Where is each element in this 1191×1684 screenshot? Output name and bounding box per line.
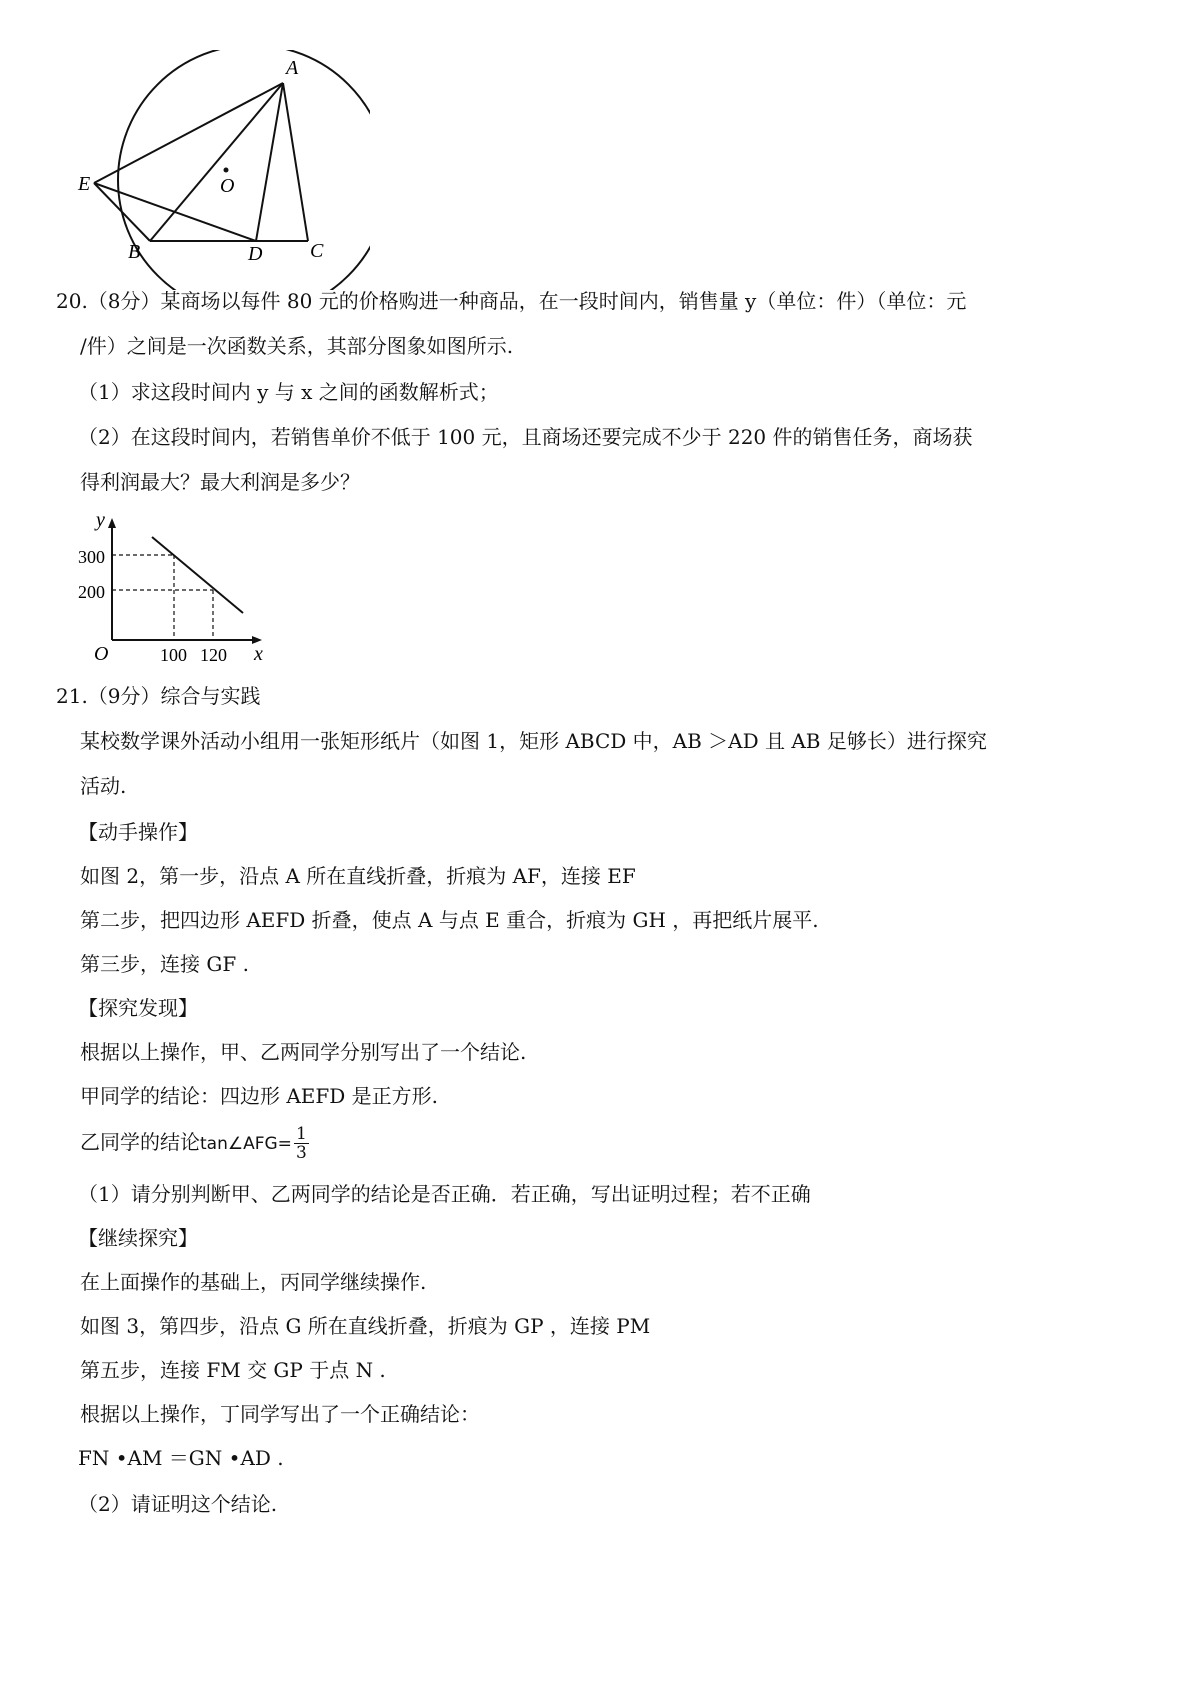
q21-ding-formula: FN •AM ＝GN •AD . <box>78 1446 284 1470</box>
label-o: O <box>220 175 235 197</box>
q21-step3: 第三步，连接 GF . <box>80 952 249 976</box>
origin-label: O <box>94 643 109 665</box>
q21-intro-line2: 活动. <box>80 774 127 798</box>
q21-continue-intro: 在上面操作的基础上，丙同学继续操作. <box>80 1270 427 1294</box>
circle-geometry-figure <box>70 50 370 290</box>
yi-fraction <box>294 1125 309 1162</box>
segment-ad <box>256 83 283 241</box>
x-axis-label: x <box>254 643 263 665</box>
q21-sub1: （1）请分别判断甲、乙两同学的结论是否正确．若正确，写出证明过程；若不正确 <box>78 1182 811 1206</box>
label-a: A <box>286 57 299 79</box>
q21-step1: 如图 2，第一步，沿点 A 所在直线折叠，折痕为 AF，连接 EF <box>80 864 636 888</box>
segment-ab <box>150 83 283 241</box>
x-tick-120: 120 <box>200 645 227 665</box>
segment-ae <box>94 83 283 183</box>
q20-line2: /件）之间是一次函数关系，其部分图象如图所示. <box>80 334 514 358</box>
y-tick-300: 300 <box>78 547 105 567</box>
center-point <box>224 168 229 173</box>
q20-sub2-line1: （2）在这段时间内，若销售单价不低于 100 元，且商场还要完成不少于 220 件的销售任务，商场获 <box>78 425 973 449</box>
circle-o <box>118 50 370 290</box>
q21-section-continue: 【继续探究】 <box>78 1226 198 1250</box>
y-axis-label: y <box>96 510 105 531</box>
q21-ding-intro: 根据以上操作，丁同学写出了一个正确结论： <box>80 1402 480 1426</box>
q21-yi-conclusion <box>80 1122 309 1164</box>
q21-jia-conclusion: 甲同学的结论：四边形 AEFD 是正方形. <box>80 1084 439 1108</box>
q20-line1: 20.（8分）某商场以每件 80 元的价格购进一种商品，在一段时间内，销售量 y（单位：件）（单位：元 <box>56 289 967 313</box>
segment-eb <box>94 183 150 241</box>
q21-discovery-intro: 根据以上操作，甲、乙两同学分别写出了一个结论. <box>80 1040 527 1064</box>
q21-step4: 如图 3，第四步，沿点 G 所在直线折叠，折痕为 GP ，连接 PM <box>80 1314 651 1338</box>
yi-fraction-denominator: 3 <box>295 1143 307 1163</box>
q21-sub2: （2）请证明这个结论. <box>78 1492 278 1516</box>
q21-step2: 第二步，把四边形 AEFD 折叠，使点 A 与点 E 重合，折痕为 GH ，再把纸片展平. <box>80 908 819 932</box>
yi-fraction-numerator: 1 <box>295 1124 307 1144</box>
label-e: E <box>78 173 91 195</box>
label-b: B <box>128 241 141 263</box>
q21-section-operation: 【动手操作】 <box>78 820 198 844</box>
yi-prefix: 乙同学的结论 <box>80 1130 200 1154</box>
function-line <box>152 537 243 613</box>
q21-intro-line1: 某校数学课外活动小组用一张矩形纸片（如图 1，矩形 ABCD 中，AB ＞AD 且 AB 足够长）进行探究 <box>80 729 987 753</box>
x-tick-100: 100 <box>160 645 187 665</box>
q21-title: 21.（9分）综合与实践 <box>56 684 261 708</box>
linear-graph-figure <box>70 510 280 670</box>
y-tick-200: 200 <box>78 582 105 602</box>
segment-ac <box>283 83 308 241</box>
q21-section-discovery: 【探究发现】 <box>78 996 198 1020</box>
q21-step5: 第五步，连接 FM 交 GP 于点 N . <box>80 1358 386 1382</box>
q20-sub1: （1）求这段时间内 y 与 x 之间的函数解析式； <box>78 380 499 404</box>
yi-tan-expression: tan∠AFG= <box>200 1134 292 1154</box>
label-c: C <box>310 240 324 262</box>
q20-sub2-line2: 得利润最大？最大利润是多少？ <box>80 470 360 494</box>
y-axis-arrow <box>108 518 116 528</box>
label-d: D <box>248 243 263 265</box>
